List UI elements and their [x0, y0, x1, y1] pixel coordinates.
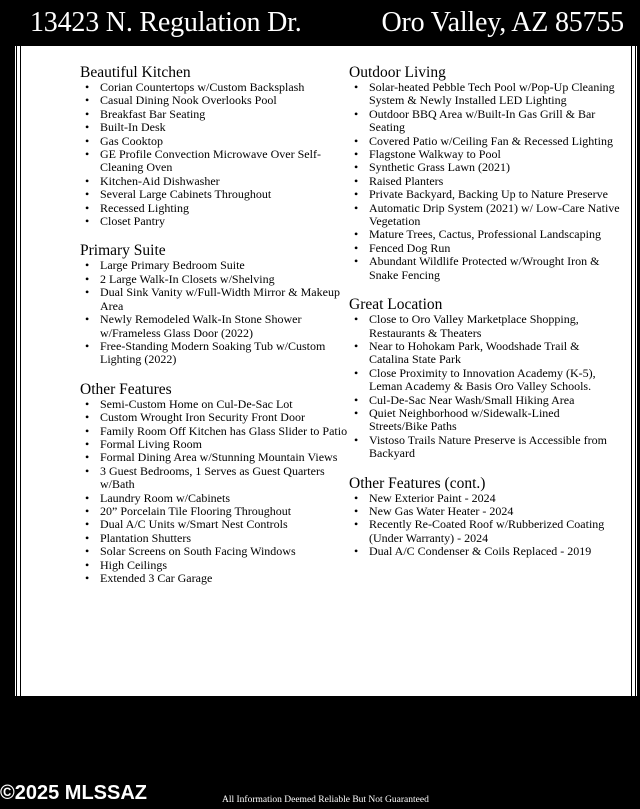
- feature-item: • Kitchen-Aid Dishwasher: [80, 175, 350, 188]
- sheet-border: [20, 46, 632, 696]
- feature-item: • Family Room Off Kitchen has Glass Slider to Patio: [80, 425, 350, 438]
- feature-item: • Breakfast Bar Seating: [80, 108, 350, 121]
- feature-item: • Recently Re-Coated Roof w/Rubberized Coating (Under Warranty) - 2024: [349, 518, 621, 545]
- feature-item: • Flagstone Walkway to Pool: [349, 148, 621, 161]
- feature-item: • New Gas Water Heater - 2024: [349, 505, 621, 518]
- feature-item: • Fenced Dog Run: [349, 242, 621, 255]
- feature-item: • Recessed Lighting: [80, 202, 350, 215]
- feature-item: • Private Backyard, Backing Up to Nature Preserve: [349, 188, 621, 201]
- property-address: 13423 N. Regulation Dr.: [30, 7, 302, 38]
- feature-item: • High Ceilings: [80, 559, 350, 572]
- feature-sheet: [14, 46, 638, 696]
- feature-item: • Covered Patio w/Ceiling Fan & Recessed Lighting: [349, 135, 621, 148]
- feature-item: • Automatic Drip System (2021) w/ Low-Care Native Vegetation: [349, 202, 621, 229]
- disclaimer-text: All Information Deemed Reliable But Not Guaranteed: [222, 795, 429, 805]
- feature-item: • 20” Porcelain Tile Flooring Throughout: [80, 505, 350, 518]
- feature-list: [80, 259, 350, 366]
- feature-item: • Vistoso Trails Nature Preserve is Accessible from Backyard: [349, 434, 621, 461]
- feature-item: • Abundant Wildlife Protected w/Wrought Iron & Snake Fencing: [349, 255, 621, 282]
- feature-list: [80, 398, 350, 586]
- section-other-features: [80, 381, 350, 586]
- feature-item: • 3 Guest Bedrooms, 1 Serves as Guest Quarters w/Bath: [80, 465, 350, 492]
- section-title: Great Location: [349, 296, 443, 314]
- section-great-location: [349, 296, 621, 460]
- feature-item: • 2 Large Walk-In Closets w/Shelving: [80, 273, 350, 286]
- feature-item: • Outdoor BBQ Area w/Built-In Gas Grill & Bar Seating: [349, 108, 621, 135]
- feature-list: [349, 492, 621, 559]
- property-city: Oro Valley, AZ 85755: [381, 7, 624, 38]
- page-header: [0, 0, 640, 46]
- feature-item: • Laundry Room w/Cabinets: [80, 492, 350, 505]
- section-title: Other Features (cont.): [349, 474, 486, 492]
- feature-item: • Built-In Desk: [80, 121, 350, 134]
- feature-item: • Mature Trees, Cactus, Professional Landscaping: [349, 228, 621, 241]
- feature-list: [80, 81, 350, 228]
- mls-watermark: ©2025 MLSSAZ: [0, 782, 148, 804]
- feature-item: • Dual Sink Vanity w/Full-Width Mirror & Makeup Area: [80, 286, 350, 313]
- feature-item: • Solar Screens on South Facing Windows: [80, 545, 350, 558]
- feature-item: • Semi-Custom Home on Cul-De-Sac Lot: [80, 398, 350, 411]
- section-primary-suite: [80, 242, 350, 366]
- feature-item: • Close to Oro Valley Marketplace Shopping, Restaurants & Theaters: [349, 313, 621, 340]
- feature-item: • Closet Pantry: [80, 215, 350, 228]
- feature-item: • Large Primary Bedroom Suite: [80, 259, 350, 272]
- feature-item: • Extended 3 Car Garage: [80, 572, 350, 585]
- section-title: Outdoor Living: [349, 64, 446, 81]
- feature-item: • Dual A/C Condenser & Coils Replaced - 2019: [349, 545, 621, 558]
- feature-item: • Near to Hohokam Park, Woodshade Trail & Catalina State Park: [349, 340, 621, 367]
- section-outdoor-living: [349, 64, 621, 282]
- feature-item: • Raised Planters: [349, 175, 621, 188]
- right-column: [349, 64, 621, 573]
- section-title: Beautiful Kitchen: [80, 64, 191, 81]
- section-beautiful-kitchen: [80, 64, 350, 228]
- feature-item: • Synthetic Grass Lawn (2021): [349, 161, 621, 174]
- left-column: [80, 64, 350, 599]
- feature-item: • Quiet Neighborhood w/Sidewalk-Lined Streets/Bike Paths: [349, 407, 621, 434]
- feature-item: • Formal Dining Area w/Stunning Mountain Views: [80, 451, 350, 464]
- feature-item: • GE Profile Convection Microwave Over Self-Cleaning Oven: [80, 148, 350, 175]
- feature-item: • Dual A/C Units w/Smart Nest Controls: [80, 518, 350, 531]
- feature-list: [349, 81, 621, 282]
- feature-list: [349, 313, 621, 460]
- feature-item: • Formal Living Room: [80, 438, 350, 451]
- feature-item: • Casual Dining Nook Overlooks Pool: [80, 94, 350, 107]
- feature-item: • Newly Remodeled Walk-In Stone Shower w/Frameless Glass Door (2022): [80, 313, 350, 340]
- feature-item: • Solar-heated Pebble Tech Pool w/Pop-Up Cleaning System & Newly Installed LED Lighting: [349, 81, 621, 108]
- feature-item: • Cul-De-Sac Near Wash/Small Hiking Area: [349, 394, 621, 407]
- feature-item: • Free-Standing Modern Soaking Tub w/Custom Lighting (2022): [80, 340, 350, 367]
- feature-item: • Plantation Shutters: [80, 532, 350, 545]
- feature-item: • Custom Wrought Iron Security Front Door: [80, 411, 350, 424]
- section-title: Other Features: [80, 380, 172, 398]
- feature-item: • New Exterior Paint - 2024: [349, 492, 621, 505]
- feature-item: • Gas Cooktop: [80, 135, 350, 148]
- feature-item: • Close Proximity to Innovation Academy (K-5), Leman Academy & Basis Oro Valley Schools.: [349, 367, 621, 394]
- section-other-features-cont: [349, 475, 621, 559]
- feature-item: • Corian Countertops w/Custom Backsplash: [80, 81, 350, 94]
- feature-item: • Several Large Cabinets Throughout: [80, 188, 350, 201]
- section-title: Primary Suite: [80, 242, 166, 260]
